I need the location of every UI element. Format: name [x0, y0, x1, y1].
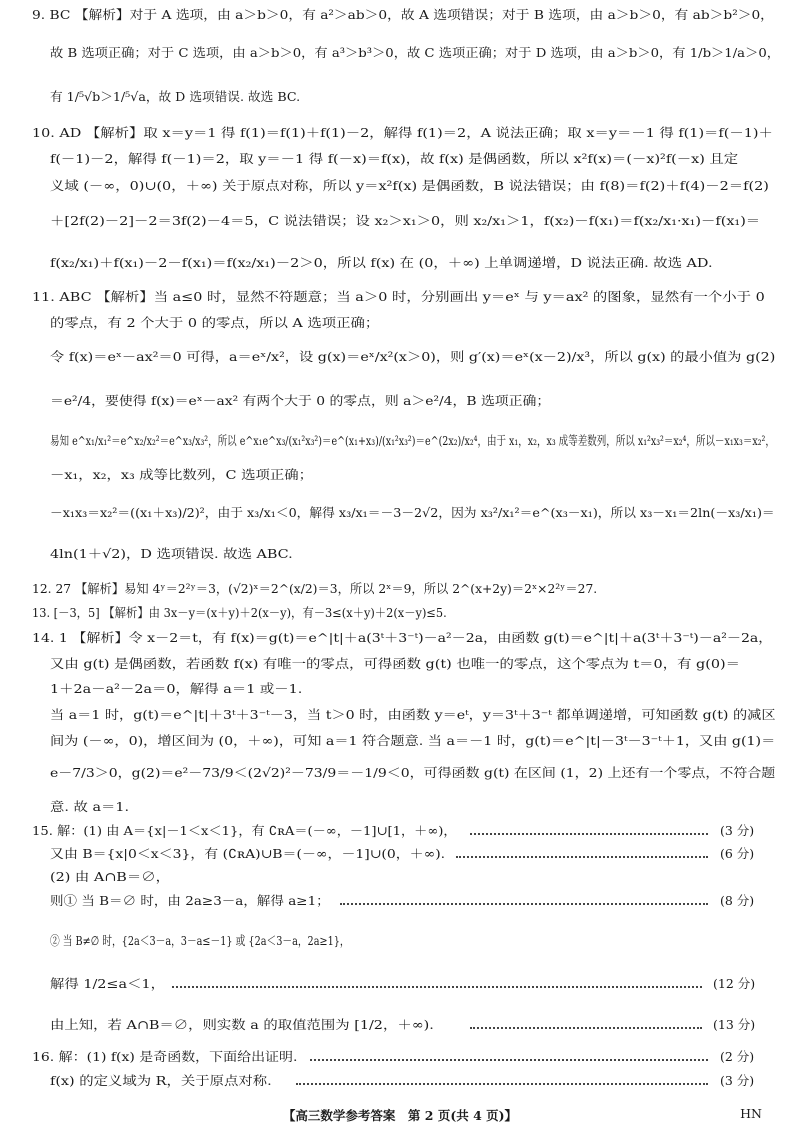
q15-line-6: 解得 1/2≤a＜1， [50, 976, 165, 991]
q15-line-1: 15. 解：(1) 由 A＝{x|－1＜x＜1}，有 ∁ʀA＝(－∞，－1]∪[1，＋∞)， [32, 823, 457, 838]
leader-dots [470, 833, 708, 835]
q11-line-2: 的零点，有 2 个大于 0 的零点，所以 A 选项正确； [50, 315, 380, 330]
region-code: HN [740, 1106, 762, 1121]
leader-dots [340, 903, 708, 905]
leader-dots [172, 986, 702, 988]
q9-line-1: 9. BC 【解析】对于 A 选项，由 a＞b＞0，有 a²＞ab＞0，故 A 选项错误；对于 B 选项，由 a＞b＞0，有 ab＞b²＞0， [32, 7, 774, 22]
q15-score-7: (13 分) [713, 1017, 756, 1032]
q15-score-2: (6 分) [720, 846, 755, 861]
q14-line-6: e－7/3＞0，g(2)＝e²－73/9＜(2√2)²－73/9＝－1/9＜0，可得函数 g(t) 在区间 (1，2) 上还有一个零点，不符合题 [50, 765, 776, 780]
q9-line-2: 故 B 选项正确；对于 C 选项，由 a＞b＞0，有 a³＞b³＞0，故 C 选项正确；对于 D 选项，由 a＞b＞0，有 1/b＞1/a＞0， [50, 45, 780, 60]
q11-line-5: 易知 e^x₁/x₁²＝e^x₂/x₂²＝e^x₃/x₃²，所以 e^x₁e^x₃/(x₁²x₃²)＝e^(x₁+x₃)/(x₁²x₃²)＝e^(2x₂)/x₂⁴，由于 x₁，x₂，x₃ 成等差数列，所以 x₁²x₃²＝x₂⁴，所以－x₁x₃＝x₂²， [50, 433, 775, 448]
leader-dots [310, 1059, 708, 1061]
q14-line-4: 当 a＝1 时，g(t)＝e^|t|＋3ᵗ＋3⁻ᵗ－3，当 t＞0 时，由函数 y＝eᵗ，y＝3ᵗ＋3⁻ᵗ 都单调递增，可知函数 g(t) 的减区 [50, 707, 776, 722]
q14-line-5: 间为 (－∞，0)，增区间为 (0，＋∞)，可知 a＝1 符合题意. 当 a＝－1 时，g(t)＝e^|t|－3ᵗ－3⁻ᵗ＋1，又由 g(1)＝ [50, 733, 776, 748]
leader-dots [470, 1027, 702, 1029]
q14-line-3: 1＋2a－a²－2a＝0，解得 a＝1 或－1. [50, 681, 303, 696]
q11-line-1: 11. ABC 【解析】当 a≤0 时，显然不符题意；当 a＞0 时，分别画出 y＝eˣ 与 y＝ax² 的图象，显然有一个小于 0 [32, 289, 765, 304]
q16-line-2: f(x) 的定义域为 R，关于原点对称. [50, 1073, 272, 1088]
leader-dots [296, 1083, 708, 1085]
q14-line-1: 14. 1 【解析】令 x－2＝t，有 f(x)＝g(t)＝e^|t|＋a(3ᵗ＋3⁻ᵗ)－a²－2a，由函数 g(t)＝e^|t|＋a(3ᵗ＋3⁻ᵗ)－a²－2a， [32, 630, 773, 645]
q11-line-3: 令 f(x)＝eˣ－ax²＝0 可得，a＝eˣ/x²，设 g(x)＝eˣ/x²(x＞0)，则 g′(x)＝eˣ(x－2)/x³，所以 g(x) 的最小值为 g(2) [50, 349, 776, 364]
q11-line-6: －x₁，x₂，x₃ 成等比数列，C 选项正确； [50, 467, 314, 482]
q15-line-3: (2) 由 A∩B＝∅， [50, 869, 170, 884]
q13-line: 13. [－3，5] 【解析】由 3x－y＝(x＋y)＋2(x－y)，有－3≤(x＋y)＋2(x－y)≤5. [32, 605, 447, 620]
q15-score-4: (8 分) [720, 893, 755, 908]
q14-line-2: 又由 g(t) 是偶函数，若函数 f(x) 有唯一的零点，可得函数 g(t) 也唯一的零点，这个零点为 t＝0，有 g(0)＝ [50, 656, 740, 671]
q15-line-5: ② 当 B≠∅ 时，{2a＜3－a，3－a≤－1} 或 {2a＜3－a，2a≥1}， [50, 933, 350, 948]
q14-line-7: 意. 故 a＝1. [50, 799, 130, 814]
q9-line-3: 有 1/⁵√b＞1/⁵√a，故 D 选项错误. 故选 BC. [50, 89, 301, 104]
q10-line-2: f(－1)－2，解得 f(－1)＝2，取 y＝－1 得 f(－x)＝f(x)，故 f(x) 是偶函数，所以 x²f(x)＝(－x)²f(－x) 且定 [50, 151, 739, 166]
q11-line-4: ＝e²/4，要使得 f(x)＝eˣ－ax² 有两个大于 0 的零点，则 a＞e²/4，B 选项正确； [50, 393, 551, 408]
q16-score-2: (3 分) [720, 1073, 755, 1088]
q15-score-1: (3 分) [720, 823, 755, 838]
q15-line-4: 则① 当 B＝∅ 时，由 2a≥3－a，解得 a≥1； [50, 893, 330, 908]
q16-score-1: (2 分) [720, 1049, 755, 1064]
q10-line-3: 义域 (－∞，0)∪(0，＋∞) 关于原点对称，所以 y＝x²f(x) 是偶函数，B 说法错误；由 f(8)＝f(2)＋f(4)－2＝f(2) [50, 178, 769, 193]
leader-dots [456, 856, 708, 858]
q11-line-7: －x₁x₃＝x₂²＝((x₁＋x₃)/2)²，由于 x₃/x₁＜0，解得 x₃/x₁＝－3－2√2，因为 x₃²/x₁²＝e^(x₃－x₁)，所以 x₃－x₁＝2ln(－x₃/x₁)＝ [50, 505, 775, 520]
q15-score-6: (12 分) [713, 976, 756, 991]
q12-line: 12. 27 【解析】易知 4ʸ＝2²ʸ＝3，(√2)ˣ＝2^(x/2)＝3，所以 2ˣ＝9，所以 2^(x+2y)＝2ˣ×2²ʸ＝27. [32, 581, 598, 596]
q15-line-2: 又由 B＝{x|0＜x＜3}，有 (∁ʀA)∪B＝(－∞，－1]∪(0，＋∞). [50, 846, 446, 861]
q10-line-1: 10. AD 【解析】取 x＝y＝1 得 f(1)＝f(1)＋f(1)－2，解得 f(1)＝2，A 说法正确；取 x＝y＝－1 得 f(1)＝f(－1)＋ [32, 125, 773, 140]
q15-line-7: 由上知，若 A∩B＝∅，则实数 a 的取值范围为 [1/2，＋∞). [50, 1017, 434, 1032]
q10-line-4: ＋[2f(2)－2]－2＝3f(2)－4＝5，C 说法错误；设 x₂＞x₁＞0，则 x₂/x₁＞1，f(x₂)－f(x₁)＝f(x₂/x₁·x₁)－f(x₁)＝ [50, 213, 761, 228]
q11-line-8: 4ln(1＋√2)，D 选项错误. 故选 ABC. [50, 546, 293, 561]
page-footer: 【高三数学参考答案 第 2 页(共 4 页)】 [282, 1108, 518, 1123]
q16-line-1: 16. 解：(1) f(x) 是奇函数，下面给出证明. [32, 1049, 298, 1064]
q10-line-5: f(x₂/x₁)＋f(x₁)－2－f(x₁)＝f(x₂/x₁)－2＞0，所以 f(x) 在 (0，＋∞) 上单调递增，D 说法正确. 故选 AD. [50, 255, 713, 270]
